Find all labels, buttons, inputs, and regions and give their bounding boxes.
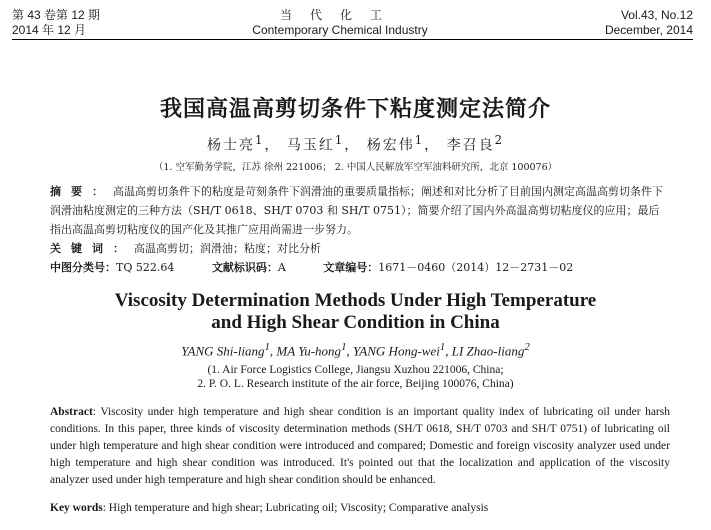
abstract-label-cn: 摘要：: [50, 185, 113, 198]
keywords-label-cn: 关键词：: [50, 242, 134, 255]
clc-number: [50, 258, 174, 277]
title-line-1: Viscosity Determination Methods Under High Temperature: [114, 290, 597, 311]
author-affil-mark: 2: [494, 133, 505, 147]
author-name: YANG Shi-liang: [181, 343, 265, 359]
article-title-en: [0, 290, 711, 334]
date-en: December, 2014: [604, 23, 693, 37]
author-affil-mark: 2: [524, 341, 530, 353]
document-code: [212, 258, 286, 277]
journal-header: [0, 0, 711, 40]
volume-issue-en: Vol.43, No.12: [620, 8, 693, 22]
affiliation-line-2: 2. P. O. L. Research institute of the air force, Beijing 100076, China): [197, 378, 514, 390]
clc-label: 中图分类号：: [50, 261, 116, 274]
abstract-label-en: Abstract: [50, 406, 93, 418]
author-affil-mark: 1: [414, 133, 425, 147]
journal-name-en: Contemporary Chemical Industry: [252, 23, 428, 37]
article-number: [323, 258, 573, 277]
clc-value: TQ 522.64: [116, 261, 175, 274]
doc-code-value: A: [277, 261, 286, 274]
affiliation-en: [0, 363, 711, 391]
abstract-text-en: : Viscosity under high temperature and high shear condition is an important quality index of lubricating oil under harsh conditions. In this paper, three kinds of viscosity determination methods (SH/T 0618, SH/T 0703 and SH/T 0751) of lubricating oil under high temperature and high shear condition were introduced and compared; Domestic and foreign viscosity analyzer used under high temperature and high shear condition was introduced. It's pointed out that the localization and application of the viscosity analyzer used under high temperature and high shear condition should be enhanced.: [50, 406, 670, 486]
author-list-cn: 杨士亮$^1$， 马玉红$^1$， 杨宏伟$^1$， 李召良$^2$: [206, 133, 505, 154]
abstract-cn: [50, 182, 668, 239]
classification-row: [50, 258, 668, 277]
article-title-cn: 我国高温高剪切条件下粘度测定法简介: [159, 97, 551, 122]
author-name: MA Yu-hong: [276, 343, 342, 359]
journal-name: [230, 8, 450, 38]
journal-name-cn: 当代化工: [279, 8, 400, 22]
author-name: 杨士亮: [206, 137, 255, 154]
issue-info-cn: [12, 8, 100, 38]
article-no-value: 1671－0460（2014）12－2731－02: [378, 261, 574, 274]
author-affil-mark: 1: [334, 133, 345, 147]
volume-issue-cn: 第 43 卷第 12 期: [12, 8, 101, 22]
abstract-en: [50, 404, 670, 489]
abstract-text-cn: 高温高剪切条件下的粘度是苛刻条件下润滑油的重要质量指标；阐述和对比分析了目前国内测定高温高剪切条件下润滑油粘度测定的三种方法（SH/T 0618、SH/T 0703 和 SH/T 0751）；简要介绍了国内外高温高剪切粘度仪的应用；最后指出高温高剪切粘度仪的国产化及其推广应用尚需进一步努力。: [50, 185, 663, 236]
author-name: 李召良: [446, 137, 495, 154]
author-affil-mark: 1: [341, 341, 347, 353]
author-name: 杨宏伟: [366, 137, 415, 154]
author-affil-mark: 1: [254, 133, 265, 147]
header-divider: [12, 39, 693, 40]
keywords-text-cn: 高温高剪切；润滑油；粘度；对比分析: [134, 242, 321, 255]
keywords-text-en: : High temperature and high shear; Lubricating oil; Viscosity; Comparative analysis: [102, 502, 489, 514]
author-name: YANG Hong-wei: [352, 343, 440, 359]
affiliation-cn: （1. 空军勤务学院，江苏 徐州 221006； 2. 中国人民解放军空军油料研究所，北京 100076）: [153, 162, 558, 173]
article-no-label: 文章编号：: [323, 261, 379, 274]
keywords-cn: [50, 239, 668, 258]
issue-info-en: [605, 8, 693, 38]
doc-code-label: 文献标识码：: [211, 261, 278, 274]
date-cn: 2014 年 12 月: [12, 23, 87, 37]
author-name: 马玉红: [286, 137, 335, 154]
keywords-label-en: Key words: [50, 502, 103, 514]
keywords-en: [50, 500, 670, 517]
affiliation-line-1: (1. Air Force Logistics College, Jiangsu Xuzhou 221006, China;: [207, 364, 504, 376]
author-affil-mark: 1: [439, 341, 446, 353]
author-name: LI Zhao-liang: [451, 343, 525, 359]
author-affil-mark: 1: [264, 341, 270, 353]
author-list-en: YANG Shi-liang$^1$, MA Yu-hong$^1$, YANG Hong-wei$^1$, LI Zhao-liang$^2$: [181, 341, 530, 359]
title-line-2: and High Shear Condition in China: [211, 312, 500, 333]
